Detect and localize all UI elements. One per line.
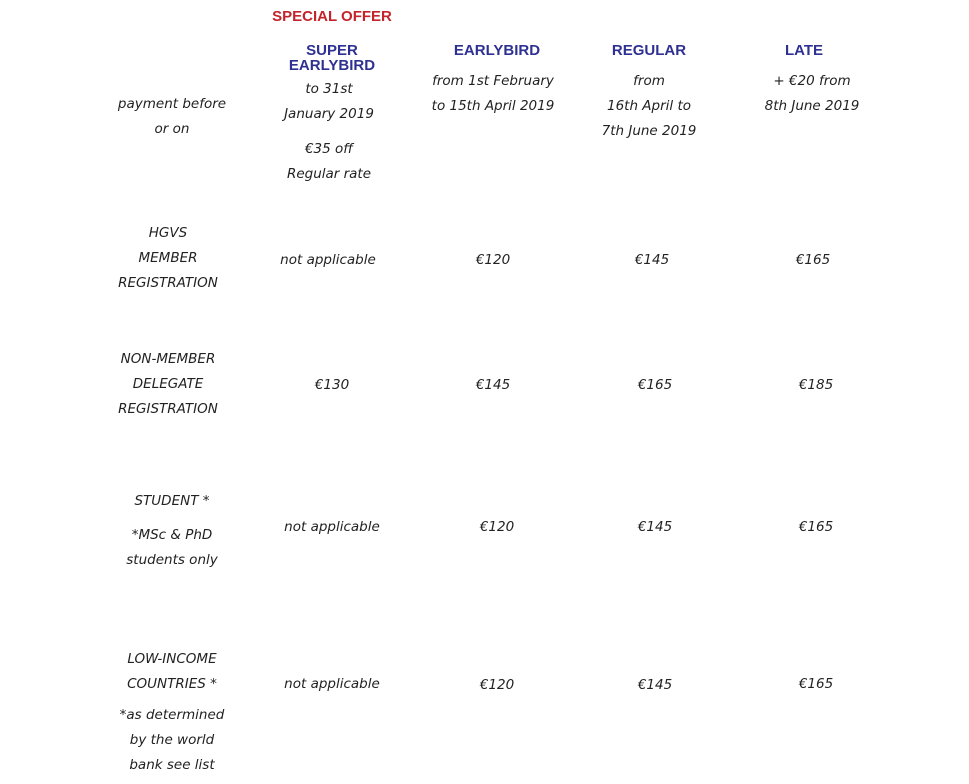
price-cell: €120 [479, 677, 515, 693]
row-student-label: STUDENT * [134, 493, 210, 509]
col-late-dates: + €20 from 8th June 2019 [764, 73, 860, 114]
payment-before-label: payment before or on [117, 96, 227, 137]
price-cell: €145 [637, 677, 673, 693]
price-cell: €165 [798, 519, 834, 535]
price-cell: €145 [475, 377, 511, 393]
price-cell: €130 [314, 377, 350, 393]
price-cell: €165 [637, 377, 673, 393]
row-student-note: *MSc & PhD students only [126, 527, 218, 568]
col-super-earlybird-dates: to 31st January 2019 [284, 81, 374, 122]
price-cell: not applicable [284, 519, 380, 535]
col-late-heading: LATE [784, 42, 824, 59]
col-earlybird-heading: EARLYBIRD [453, 42, 541, 59]
row-low-income-label: LOW-INCOME COUNTRIES * [127, 651, 217, 692]
price-cell: €145 [634, 252, 670, 268]
price-cell: not applicable [280, 252, 376, 268]
row-low-income-note: *as determined by the world bank see list [119, 707, 225, 773]
price-cell: €120 [479, 519, 515, 535]
col-super-earlybird-note: €35 off Regular rate [286, 141, 372, 182]
row-hgvs-member-label: HGVS MEMBER REGISTRATION [118, 225, 218, 291]
col-regular-dates: from 16th April to 7th June 2019 [601, 73, 697, 139]
price-cell: €185 [798, 377, 834, 393]
special-offer-label: SPECIAL OFFER [272, 8, 392, 25]
col-earlybird-dates: from 1st February to 15th April 2019 [431, 73, 555, 114]
price-cell: €145 [637, 519, 673, 535]
price-cell: €165 [798, 676, 834, 692]
price-cell: €165 [795, 252, 831, 268]
price-cell: €120 [475, 252, 511, 268]
price-cell: not applicable [284, 676, 380, 692]
col-super-earlybird-heading: SUPER EARLYBIRD [288, 42, 376, 74]
row-non-member-label: NON-MEMBER DELEGATE REGISTRATION [118, 351, 218, 417]
col-regular-heading: REGULAR [611, 42, 687, 59]
